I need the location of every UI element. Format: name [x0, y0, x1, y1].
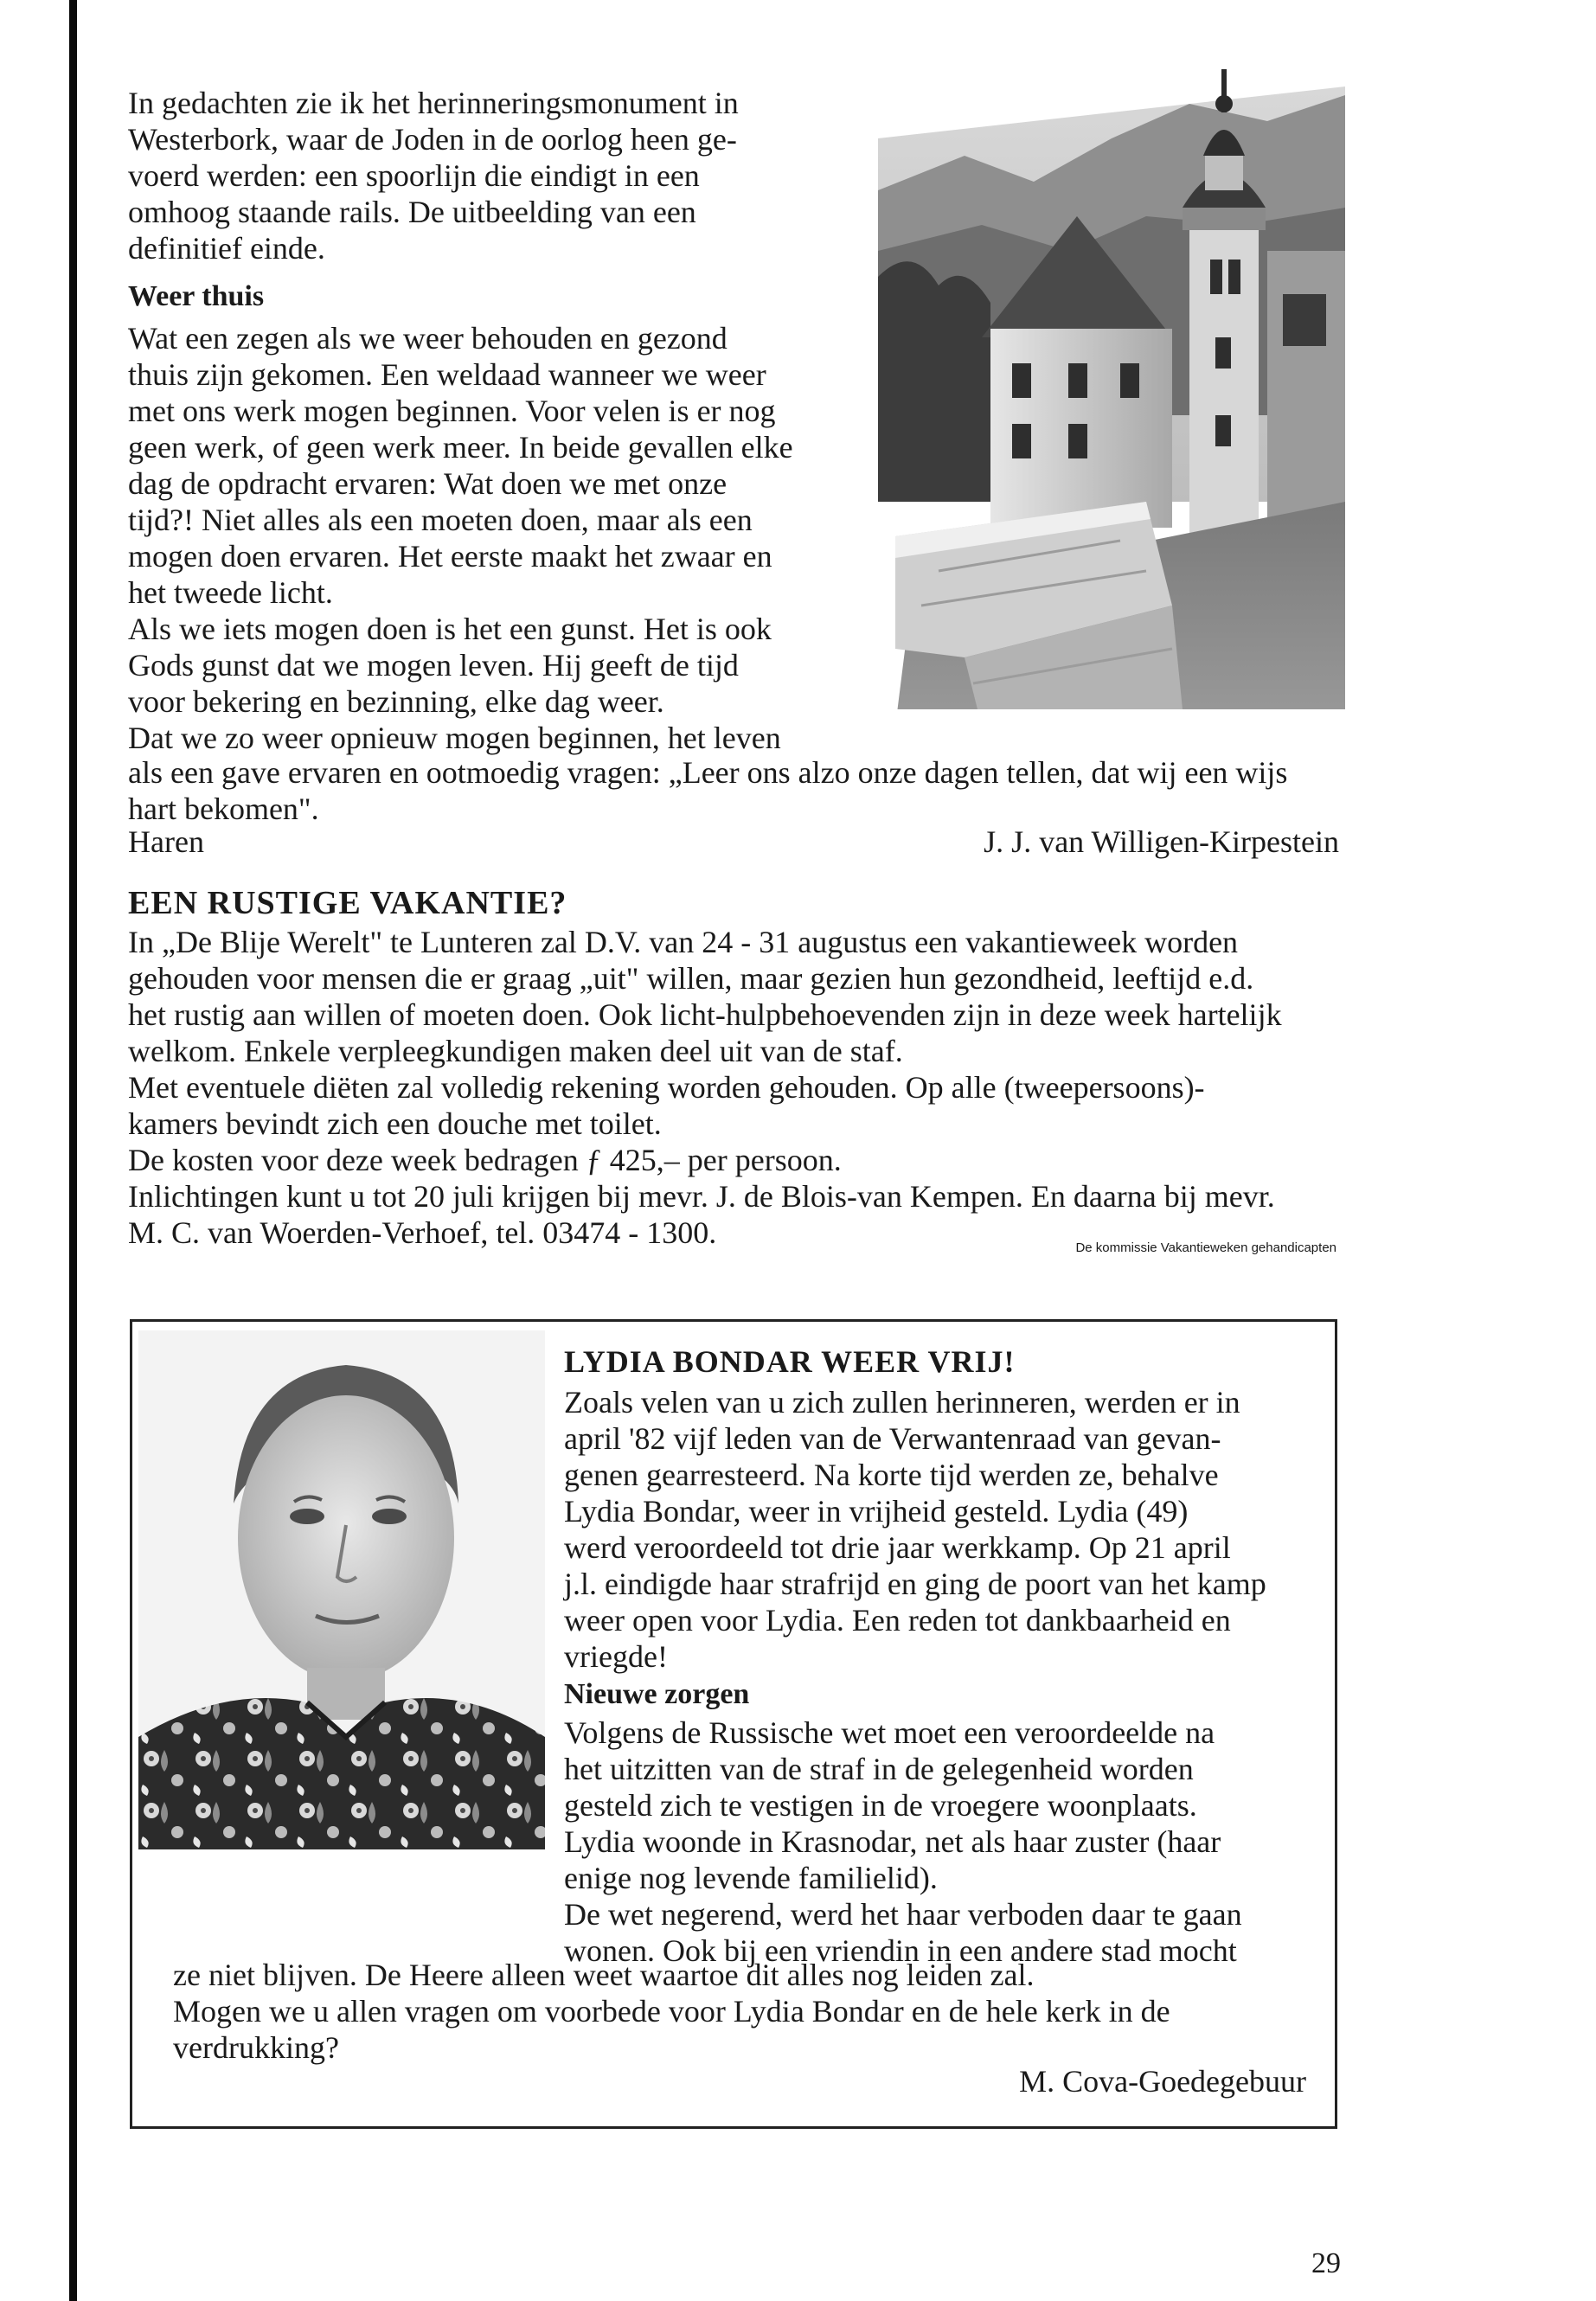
- page-number: 29: [1311, 2247, 1341, 2279]
- binding-edge: [69, 0, 77, 2301]
- text-line: voerd werden: een spoorlijn die eindigt in een: [128, 158, 700, 193]
- weer-thuis-full-width: [128, 754, 1374, 827]
- text-line: geen werk, of geen werk meer. In beide gevallen elke: [128, 430, 793, 465]
- text-line: definitief einde.: [128, 231, 325, 266]
- text-line: met ons werk mogen beginnen. Voor velen is er nog: [128, 394, 776, 428]
- text-line: Westerbork, waar de Joden in de oorlog heen ge-: [128, 122, 737, 157]
- signature-author: J. J. van Willigen-Kirpestein: [984, 824, 1339, 859]
- text-line: De wet negerend, werd het haar verboden daar te gaan: [564, 1897, 1242, 1932]
- signature-row: [128, 824, 1339, 860]
- lydia-portrait-photo: [138, 1330, 545, 1849]
- castle-photo: [861, 52, 1345, 727]
- text-line: dag de opdracht ervaren: Wat doen we met onze: [128, 466, 727, 501]
- text-line: het rustig aan willen of moeten doen. Ook licht-hulpbehoevenden zijn in deze week hartelijk: [128, 997, 1282, 1032]
- signature-place: Haren: [128, 824, 204, 859]
- text-line: welkom. Enkele verpleegkundigen maken deel uit van de staf.: [128, 1034, 903, 1068]
- text-line: Zoals velen van u zich zullen herinneren, werden er in: [564, 1385, 1240, 1420]
- text-line: wonen. Ook bij een vriendin in een andere stad mocht: [564, 1933, 1237, 1968]
- lydia-tail: [173, 1957, 1304, 2066]
- vakantie-body: [128, 924, 1374, 1251]
- text-line: vriegde!: [564, 1639, 668, 1674]
- text-line: werd veroordeeld tot drie jaar werkkamp. Op 21 april: [564, 1530, 1231, 1565]
- lydia-heading: LYDIA BONDAR WEER VRIJ!: [564, 1344, 1016, 1379]
- vakantie-heading: EEN RUSTIGE VAKANTIE?: [128, 885, 567, 921]
- text-line: omhoog staande rails. De uitbeelding van een: [128, 195, 696, 229]
- text-line: het uitzitten van de straf in de gelegenheid worden: [564, 1752, 1194, 1786]
- intro-paragraph: [128, 85, 820, 266]
- text-line: genen gearresteerd. Na korte tijd werden ze, behalve: [564, 1458, 1219, 1492]
- castle-photo-image: [861, 52, 1345, 727]
- nieuwe-zorgen-body: [564, 1715, 1304, 1969]
- text-line: hart bekomen".: [128, 792, 319, 826]
- text-line: Inlichtingen kunt u tot 20 juli krijgen bij mevr. J. de Blois-van Kempen. En daarna bij mevr.: [128, 1179, 1275, 1214]
- lydia-author: M. Cova-Goedegebuur: [1019, 2064, 1306, 2099]
- text-line: Gods gunst dat we mogen leven. Hij geeft de tijd: [128, 648, 739, 683]
- text-line: In gedachten zie ik het herinneringsmonument in: [128, 86, 739, 120]
- text-line: M. C. van Woerden-Verhoef, tel. 03474 - 1300.: [128, 1215, 717, 1250]
- text-line: Wat een zegen als we weer behouden en gezond: [128, 321, 727, 356]
- portrait-image: [138, 1330, 545, 1849]
- section-heading-weer-thuis: Weer thuis: [128, 280, 265, 312]
- text-line: thuis zijn gekomen. Een weldaad wanneer we weer: [128, 357, 766, 392]
- text-line: kamers bevindt zich een douche met toilet.: [128, 1106, 662, 1141]
- text-line: Met eventuele diëten zal volledig rekening worden gehouden. Op alle (tweepersoons)-: [128, 1070, 1205, 1105]
- text-line: verdrukking?: [173, 2030, 339, 2065]
- text-line: Lydia woonde in Krasnodar, net als haar zuster (haar: [564, 1824, 1221, 1859]
- text-line: Lydia Bondar, weer in vrijheid gesteld. Lydia (49): [564, 1494, 1189, 1529]
- vakantie-credit: De kommissie Vakantieweken gehandicapten: [1075, 1240, 1336, 1255]
- text-line: ze niet blijven. De Heere alleen weet waartoe dit alles nog leiden zal.: [173, 1958, 1035, 1992]
- text-line: tijd?! Niet alles als een moeten doen, maar als een: [128, 503, 753, 537]
- text-line: De kosten voor deze week bedragen ƒ 425,– per persoon.: [128, 1143, 842, 1177]
- text-line: Volgens de Russische wet moet een veroordeelde na: [564, 1715, 1215, 1750]
- text-line: In „De Blije Werelt" te Lunteren zal D.V. van 24 - 31 augustus een vakantieweek worden: [128, 925, 1239, 959]
- text-line: april '82 vijf leden van de Verwantenraad van gevan-: [564, 1421, 1221, 1456]
- text-line: als een gave ervaren en ootmoedig vragen: „Leer ons alzo onze dagen tellen, dat wij een wijs: [128, 755, 1288, 790]
- weer-thuis-body: [128, 320, 820, 756]
- text-line: voor bekering en bezinning, elke dag weer.: [128, 684, 664, 719]
- text-line: Mogen we u allen vragen om voorbede voor Lydia Bondar en de hele kerk in de: [173, 1994, 1170, 2029]
- text-line: gehouden voor mensen die er graag „uit" willen, maar gezien hun gezondheid, leeftijd e.d.: [128, 961, 1254, 996]
- nieuwe-zorgen-heading: Nieuwe zorgen: [564, 1678, 750, 1710]
- text-line: Als we iets mogen doen is het een gunst. Het is ook: [128, 612, 772, 646]
- text-line: enige nog levende familielid).: [564, 1861, 938, 1895]
- text-line: mogen doen ervaren. Het eerste maakt het zwaar en: [128, 539, 772, 574]
- lydia-body: [564, 1384, 1304, 1675]
- text-line: gesteld zich te vestigen in de vroegere woonplaats.: [564, 1788, 1197, 1823]
- text-line: het tweede licht.: [128, 575, 333, 610]
- text-line: Dat we zo weer opnieuw mogen beginnen, het leven: [128, 721, 781, 755]
- text-line: weer open voor Lydia. Een reden tot dankbaarheid en: [564, 1603, 1231, 1638]
- text-line: j.l. eindigde haar strafrijd en ging de poort van het kamp: [564, 1567, 1266, 1601]
